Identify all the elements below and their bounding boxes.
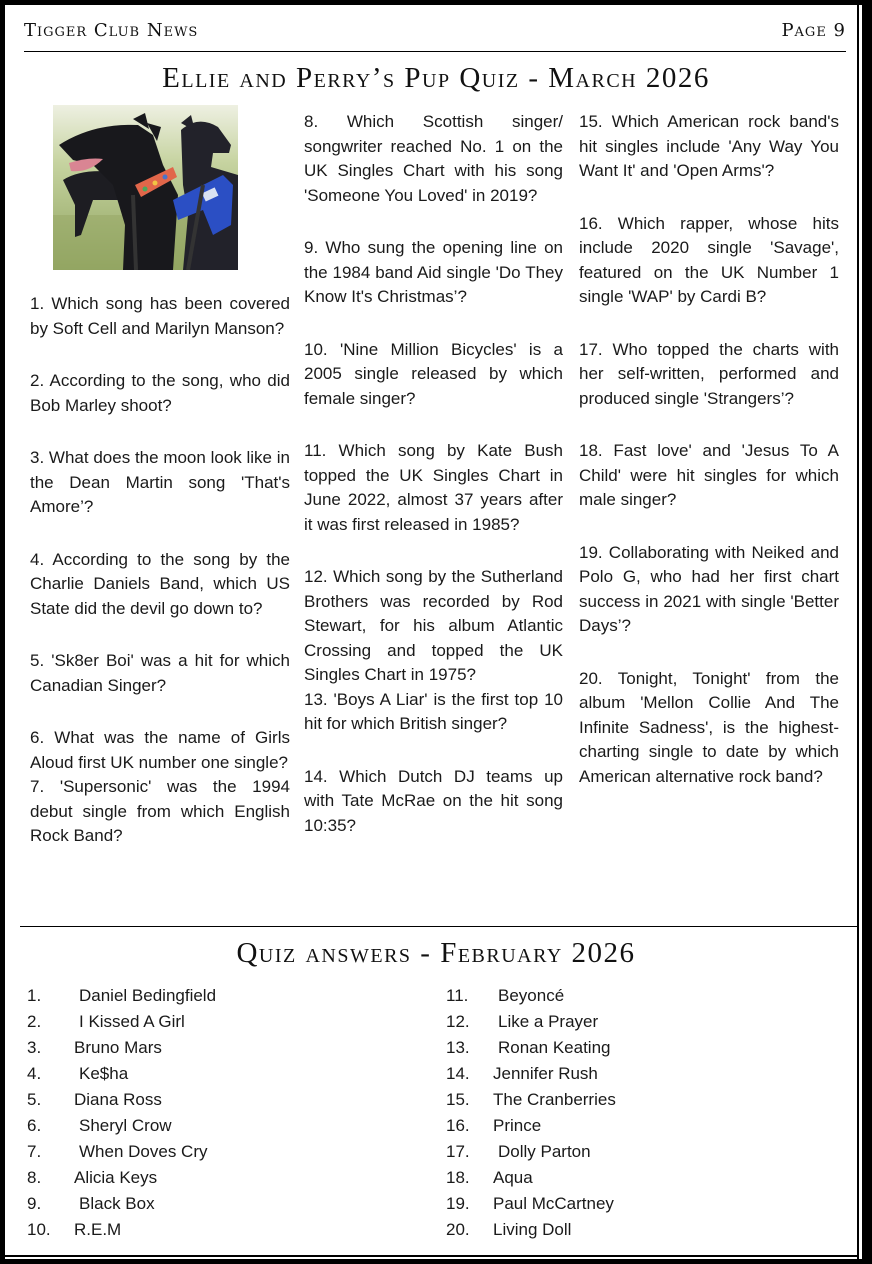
answer-number: 16. [446,1116,470,1135]
question-7: 7. 'Supersonic' was the 1994 debut single from which English Rock Band? [30,777,290,845]
answer-text: Diana Ross [74,1090,162,1109]
answer-text: Black Box [79,1194,155,1213]
answer-number: 1. [27,986,42,1005]
section-divider [20,926,858,927]
question-1: 1. Which song has been covered by Soft Cell and Marilyn Manson? [30,294,290,338]
page-number: Page 9 [781,20,846,41]
question-2: 2. According to the song, who did Bob Marley shoot? [30,371,290,415]
answer-item [446,983,846,1009]
publication-name: Tigger Club News [24,20,199,41]
question-11: 11. Which song by Kate Bush topped the UK Singles Chart in June 2022, almost 37 years after it was first released in 1985? [304,441,563,534]
question-15: 15. Which American rock band's hit singles include 'Any Way You Want It' and 'Open Arms'? [579,112,839,180]
dog-photo-illustration [53,105,238,270]
question-3: 3. What does the moon look like in the Dean Martin song 'That's Amore’? [30,448,290,516]
answer-text: Ronan Keating [498,1038,611,1057]
question-9: 9. Who sung the opening line on the 1984 band Aid single 'Do They Know It's Christmas’? [304,238,563,306]
answer-text: Bruno Mars [74,1038,162,1057]
answer-item [446,1217,846,1243]
answers-column-right [446,983,846,1243]
page-border-bottom-outer [0,1259,872,1264]
running-head [24,18,846,48]
question-8: 8. Which Scottish singer/ songwriter reached No. 1 on the UK Singles Chart with his song 'Someone You Loved' in 2019? [304,112,563,205]
answer-number: 9. [27,1194,42,1213]
question-16: 16. Which rapper, whose hits include 2020 single 'Savage', featured on the UK Number 1 single 'WAP' by Cardi B? [579,213,839,306]
answer-number: 4. [27,1064,42,1083]
answer-item [446,1035,846,1061]
answer-text: Alicia Keys [74,1168,158,1187]
answer-text: The Cranberries [493,1090,616,1109]
question-17: 17. Who topped the charts with her self-written, performed and produced single 'Strangers’? [579,339,839,408]
answer-item [446,1165,846,1191]
answer-text: Dolly Parton [498,1142,591,1161]
answer-number: 13. [446,1038,470,1057]
questions-column-3 [579,110,839,789]
answer-item [446,1061,846,1087]
answer-item [27,1217,427,1243]
answer-text: Daniel Bedingfield [79,986,217,1005]
answer-item [27,1191,427,1217]
question-6: 6. What was the name of Girls Aloud first UK number one single? [30,728,290,772]
answer-number: 7. [27,1142,42,1161]
answer-text: Like a Prayer [498,1012,599,1031]
question-5: 5. 'Sk8er Boi' was a hit for which Canadian Singer? [30,651,290,695]
answer-number: 10. [27,1220,51,1239]
answer-number: 14. [446,1064,470,1083]
answer-number: 19. [446,1194,470,1213]
question-19: 19. Collaborating with Neiked and Polo G, who had her first chart success in 2021 with single 'Better Days’? [579,542,839,635]
answer-item [27,1009,427,1035]
answers-title: Quiz answers - February 2026 [236,937,636,969]
answer-text: Beyoncé [498,986,565,1005]
answer-item [446,1009,846,1035]
page-border-right-inner [857,5,859,1260]
answer-number: 6. [27,1116,42,1135]
answer-item [27,1165,427,1191]
answer-text: Living Doll [493,1220,572,1239]
page-border-left [0,0,5,1264]
question-10: 10. 'Nine Million Bicycles' is a 2005 single released by which female singer? [304,339,563,408]
answer-text: When Doves Cry [79,1142,208,1161]
question-4: 4. According to the song by the Charlie Daniels Band, which US State did the devil go down to? [30,549,290,618]
answer-number: 5. [27,1090,42,1109]
answer-item [446,1139,846,1165]
answer-text: Jennifer Rush [493,1064,598,1083]
answer-text: R.E.M [74,1220,122,1239]
answers-column-left [27,983,427,1243]
answer-item [27,983,427,1009]
quiz-title: Ellie and Perry’s Pup Quiz - March 2026 [162,62,710,94]
answer-item [446,1191,846,1217]
header-divider [24,51,846,52]
greyhounds-photo [53,105,238,270]
questions-column-2 [304,110,563,838]
page-border-right-outer [862,0,872,1264]
answer-number: 12. [446,1012,470,1031]
answer-number: 2. [27,1012,42,1031]
answer-item [27,1035,427,1061]
answer-text: Paul McCartney [493,1194,614,1213]
answer-item [27,1087,427,1113]
answer-text: Ke$ha [79,1064,129,1083]
answer-item [27,1113,427,1139]
answer-number: 18. [446,1168,470,1187]
answer-item [446,1113,846,1139]
question-20: 20. Tonight, Tonight' from the album 'Mellon Collie And The Infinite Sadness', is the highest-charting single to date by which American alternative rock band? [579,668,839,786]
answer-text: Aqua [493,1168,533,1187]
question-14: 14. Which Dutch DJ teams up with Tate McRae on the hit song 10:35? [304,766,563,835]
question-18: 18. Fast love' and 'Jesus To A Child' were hit singles for which male singer? [579,441,839,509]
question-13: 13. 'Boys A Liar' is the first top 10 hit for which British singer? [304,689,563,733]
answer-number: 11. [446,986,469,1005]
answer-text: Prince [493,1116,542,1135]
questions-column-1 [30,292,290,849]
page-border-bottom-inner [5,1255,859,1257]
answer-item [27,1061,427,1087]
question-12: 12. Which song by the Sutherland Brothers was recorded by Rod Stewart, for his album Atlantic Crossing and topped the UK Singles Chart in 1975? [304,567,563,684]
answer-number: 20. [446,1220,470,1239]
answer-text: I Kissed A Girl [79,1012,185,1031]
answer-item [27,1139,427,1165]
answer-number: 15. [446,1090,470,1109]
answer-number: 8. [27,1168,42,1187]
page-border-top [0,0,872,5]
answer-number: 3. [27,1038,42,1057]
answer-item [446,1087,846,1113]
answer-text: Sheryl Crow [79,1116,172,1135]
answer-number: 17. [446,1142,470,1161]
